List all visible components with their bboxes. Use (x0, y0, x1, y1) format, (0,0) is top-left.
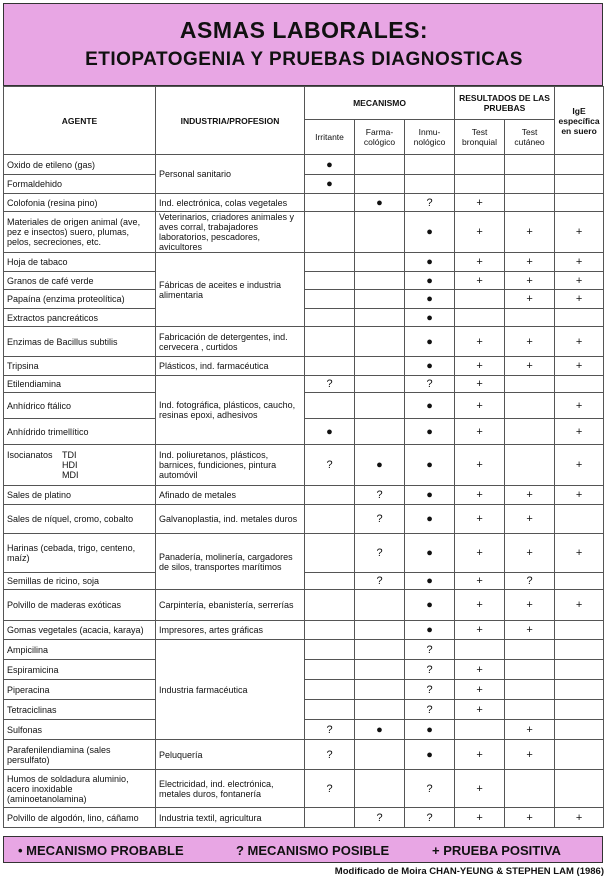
agent-cell (4, 680, 156, 700)
table-row (4, 573, 604, 590)
mark-far: ● (355, 194, 405, 212)
mark-inm: ● (405, 212, 455, 253)
agent-name: Polvillo de algodón, lino, cáñamo (7, 812, 139, 823)
mark-ige: + (555, 590, 604, 621)
mark-cut (505, 680, 555, 700)
mark-ige (555, 740, 604, 770)
agent-name: Oxido de etileno (gas) (7, 159, 96, 170)
mark-irr (305, 253, 355, 272)
agent-cell (4, 640, 156, 660)
mark-cut: + (505, 808, 555, 828)
mark-cut: + (505, 590, 555, 621)
industry-cell: Panadería, molinería, cargadores de silos, transportes marítimos (156, 534, 305, 590)
mark-bron: + (455, 808, 505, 828)
mark-cut: + (505, 505, 555, 534)
table-body (4, 155, 604, 828)
agent-cell (4, 212, 156, 253)
agent-cell (4, 327, 156, 357)
legend-bar (3, 836, 603, 863)
header-ige: IgE específica en suero (555, 87, 604, 155)
table-row (4, 640, 604, 660)
mark-irr (305, 290, 355, 309)
industry-cell: Impresores, artes gráficas (156, 621, 305, 640)
mark-inm: ? (405, 194, 455, 212)
agent-cell (4, 357, 156, 376)
mark-ige: + (555, 486, 604, 505)
agent-name: Tripsina (7, 361, 39, 371)
mark-bron: + (455, 212, 505, 253)
agent-name: Semillas de ricino, soja (7, 576, 100, 586)
industry-cell: Personal sanitario (156, 155, 305, 194)
mark-cut: + (505, 212, 555, 253)
mark-cut: + (505, 272, 555, 290)
mark-ige: + (555, 419, 604, 445)
agent-name: Harinas (cebada, trigo, centeno, maíz) (7, 543, 136, 563)
table-row (4, 290, 604, 309)
mark-inm: ● (405, 419, 455, 445)
industry-cell: Plásticos, ind. farmacéutica (156, 357, 305, 376)
agent-cell (4, 700, 156, 720)
mark-far (355, 357, 405, 376)
mark-irr: ? (305, 376, 355, 393)
mark-ige (555, 680, 604, 700)
mark-ige (555, 573, 604, 590)
agent-name: Granos de café verde (7, 275, 94, 286)
mark-irr (305, 393, 355, 419)
table-row (4, 808, 604, 828)
mark-inm: ● (405, 253, 455, 272)
table-row (4, 327, 604, 357)
mark-cut: + (505, 290, 555, 309)
mark-ige: + (555, 445, 604, 486)
mark-bron (455, 155, 505, 175)
industry-cell: Veterinarios, criadores animales y aves corral, trabajadores laboratorios, pescadores, avicultores (156, 212, 305, 253)
agent-subtype: HDI (62, 460, 78, 470)
mark-far (355, 175, 405, 194)
mark-irr (305, 808, 355, 828)
agent-name: Formaldehido (7, 179, 63, 189)
mark-inm: ● (405, 272, 455, 290)
asthma-table (3, 86, 604, 828)
mark-inm: ● (405, 534, 455, 573)
mark-inm: ● (405, 740, 455, 770)
agent-name: Espiramicina (7, 664, 59, 675)
mark-bron (455, 309, 505, 327)
mark-bron: + (455, 740, 505, 770)
mark-cut (505, 445, 555, 486)
agent-name: Materiales de origen animal (ave, pez e insectos) suero, plumas, pelos, secreciones, etc. (7, 217, 141, 247)
mark-cut (505, 376, 555, 393)
header-test-bronquial: Test bronquial (455, 120, 505, 155)
mark-far: ? (355, 505, 405, 534)
mark-inm: ● (405, 505, 455, 534)
mark-bron: + (455, 573, 505, 590)
agent-cell (4, 505, 156, 534)
agent-subtype: MDI (62, 470, 79, 480)
agent-cell (4, 445, 156, 486)
mark-bron: + (455, 272, 505, 290)
table-row (4, 376, 604, 393)
header-mecanismo: MECANISMO (305, 87, 455, 120)
mark-inm: ● (405, 621, 455, 640)
industry-cell: Industria textil, agricultura (156, 808, 305, 828)
mark-far (355, 680, 405, 700)
agent-name: Etilendiamina (7, 379, 62, 389)
mark-inm: ● (405, 720, 455, 740)
agent-name: Anhídrido trimellítico (7, 426, 89, 437)
mark-ige: + (555, 290, 604, 309)
mark-irr (305, 212, 355, 253)
mark-ige: + (555, 808, 604, 828)
agent-cell (4, 155, 156, 175)
mark-irr (305, 590, 355, 621)
industry-cell: Ind. fotográfica, plásticos, caucho, resinas epoxi, adhesivos (156, 376, 305, 445)
mark-cut (505, 155, 555, 175)
header-farmacologico: Farma-cológico (355, 120, 405, 155)
mark-bron: + (455, 357, 505, 376)
mark-bron: + (455, 327, 505, 357)
mark-bron: + (455, 621, 505, 640)
mark-inm: ● (405, 290, 455, 309)
agent-name: Humos de soldadura aluminio, acero inoxidable (aminoetanolamina) (7, 773, 129, 804)
table-row (4, 419, 604, 445)
agent-cell (4, 621, 156, 640)
mark-ige (555, 770, 604, 808)
industry-cell: Fabricación de detergentes, ind. cervecera , curtidos (156, 327, 305, 357)
mark-ige (555, 660, 604, 680)
mark-far (355, 590, 405, 621)
table-row (4, 393, 604, 419)
agent-cell (4, 740, 156, 770)
mark-irr: ? (305, 720, 355, 740)
mark-ige: + (555, 212, 604, 253)
mark-cut: + (505, 720, 555, 740)
mark-cut (505, 700, 555, 720)
mark-inm: ● (405, 357, 455, 376)
mark-cut (505, 175, 555, 194)
mark-inm: ? (405, 700, 455, 720)
mark-cut: + (505, 621, 555, 640)
agent-name: Anhídrico ftálico (7, 400, 72, 411)
credit-line: Modificado de Moira CHAN-YEUNG & STEPHEN LAM (1986) (334, 866, 604, 877)
agent-name: Papaína (enzima proteolítica) (7, 294, 125, 304)
agent-name: Extractos pancreáticos (7, 312, 99, 323)
mark-bron: + (455, 505, 505, 534)
agent-name: Polvillo de maderas exóticas (7, 600, 122, 610)
table-row (4, 194, 604, 212)
header-agente: AGENTE (4, 87, 156, 155)
mark-irr (305, 327, 355, 357)
agent-name: Colofonia (resina pino) (7, 197, 98, 208)
mark-far (355, 770, 405, 808)
mark-cut: + (505, 740, 555, 770)
legend-probable: • MECANISMO PROBABLE (18, 843, 184, 858)
mark-ige (555, 155, 604, 175)
mark-irr (305, 194, 355, 212)
mark-irr: ● (305, 175, 355, 194)
table-row (4, 770, 604, 808)
legend-positiva: + PRUEBA POSITIVA (432, 843, 561, 858)
industry-cell: Afinado de metales (156, 486, 305, 505)
page-subtitle: ETIOPATOGENIA Y PRUEBAS DIAGNOSTICAS (85, 49, 523, 70)
mark-ige: + (555, 534, 604, 573)
agent-cell (4, 253, 156, 272)
mark-bron: + (455, 376, 505, 393)
mark-far (355, 393, 405, 419)
agent-name: Sulfonas (7, 724, 43, 735)
table-row (4, 740, 604, 770)
mark-bron (455, 640, 505, 660)
mark-cut: + (505, 253, 555, 272)
header-test-cutaneo: Test cutáneo (505, 120, 555, 155)
agent-cell (4, 590, 156, 621)
mark-inm: ? (405, 660, 455, 680)
page-title: ASMAS LABORALES: (179, 17, 429, 43)
table-row (4, 680, 604, 700)
mark-ige (555, 194, 604, 212)
mark-cut: + (505, 357, 555, 376)
header-irritante: Irritante (305, 120, 355, 155)
table-row (4, 621, 604, 640)
mark-far: ● (355, 720, 405, 740)
mark-cut (505, 640, 555, 660)
agent-cell (4, 290, 156, 309)
agent-cell (4, 376, 156, 393)
mark-bron: + (455, 253, 505, 272)
mark-cut: + (505, 327, 555, 357)
mark-irr (305, 700, 355, 720)
mark-inm: ? (405, 770, 455, 808)
agent-cell (4, 808, 156, 828)
mark-bron: + (455, 419, 505, 445)
mark-bron: + (455, 486, 505, 505)
table-row (4, 309, 604, 327)
mark-ige (555, 621, 604, 640)
industry-cell: Carpintería, ebanistería, serrerías (156, 590, 305, 621)
agent-cell (4, 720, 156, 740)
mark-cut: + (505, 486, 555, 505)
mark-far (355, 290, 405, 309)
mark-inm (405, 175, 455, 194)
mark-far (355, 212, 405, 253)
mark-inm (405, 155, 455, 175)
mark-irr (305, 272, 355, 290)
mark-inm: ● (405, 309, 455, 327)
mark-far (355, 419, 405, 445)
header-industria: INDUSTRIA/PROFESION (156, 87, 305, 155)
legend-posible: ? MECANISMO POSIBLE (236, 843, 390, 858)
mark-ige: + (555, 327, 604, 357)
table-row (4, 175, 604, 194)
agent-name: Gomas vegetales (acacia, karaya) (7, 625, 144, 635)
agent-cell (4, 175, 156, 194)
mark-ige (555, 376, 604, 393)
header-resultados: RESULTADOS DE LAS PRUEBAS (455, 87, 555, 120)
mark-cut (505, 770, 555, 808)
mark-cut (505, 419, 555, 445)
mark-far (355, 155, 405, 175)
mark-far (355, 640, 405, 660)
industry-cell: Ind. poliuretanos, plásticos, barnices, fundiciones, pintura automóvil (156, 445, 305, 486)
mark-inm: ? (405, 376, 455, 393)
mark-irr (305, 573, 355, 590)
mark-inm: ? (405, 640, 455, 660)
mark-bron: + (455, 445, 505, 486)
title-banner (3, 3, 603, 86)
agent-name: Isocianatos (7, 450, 53, 460)
mark-cut (505, 393, 555, 419)
mark-far (355, 740, 405, 770)
mark-cut: ? (505, 573, 555, 590)
mark-far: ? (355, 534, 405, 573)
mark-far (355, 327, 405, 357)
mark-inm: ● (405, 486, 455, 505)
mark-ige (555, 640, 604, 660)
mark-irr: ● (305, 419, 355, 445)
table-row (4, 357, 604, 376)
mark-far: ? (355, 486, 405, 505)
agent-name: Enzimas de Bacillus subtilis (7, 336, 118, 347)
mark-bron (455, 290, 505, 309)
table-row (4, 720, 604, 740)
mark-far: ● (355, 445, 405, 486)
mark-irr: ? (305, 740, 355, 770)
agent-cell (4, 309, 156, 327)
mark-irr (305, 640, 355, 660)
table-row (4, 253, 604, 272)
mark-inm: ● (405, 445, 455, 486)
mark-irr (305, 621, 355, 640)
industry-cell: Ind. electrónica, colas vegetales (156, 194, 305, 212)
mark-ige: + (555, 253, 604, 272)
table-row (4, 590, 604, 621)
mark-far (355, 309, 405, 327)
mark-irr: ? (305, 770, 355, 808)
industry-cell: Galvanoplastia, ind. metales duros (156, 505, 305, 534)
agent-cell (4, 660, 156, 680)
mark-inm: ● (405, 393, 455, 419)
mark-irr: ? (305, 445, 355, 486)
agent-cell (4, 486, 156, 505)
header-inmunologico: Inmu-nológico (405, 120, 455, 155)
table-row (4, 445, 604, 486)
mark-cut (505, 660, 555, 680)
mark-irr (305, 680, 355, 700)
table-row (4, 212, 604, 253)
mark-irr (305, 660, 355, 680)
mark-far (355, 272, 405, 290)
agent-subtype: TDI (62, 450, 77, 460)
mark-inm: ● (405, 327, 455, 357)
mark-ige (555, 700, 604, 720)
mark-ige: + (555, 357, 604, 376)
agent-cell (4, 194, 156, 212)
table-row (4, 660, 604, 680)
mark-ige (555, 175, 604, 194)
agent-name: Sales de níquel, cromo, cobalto (7, 514, 134, 524)
agent-name: Tetraciclinas (7, 704, 57, 715)
mark-ige (555, 309, 604, 327)
agent-name: Piperacina (7, 684, 50, 695)
mark-irr: ● (305, 155, 355, 175)
agent-name: Sales de platino (7, 490, 72, 500)
mark-cut: + (505, 534, 555, 573)
mark-irr (305, 534, 355, 573)
mark-far: ? (355, 573, 405, 590)
industry-cell: Electricidad, ind. electrónica, metales duros, fontanería (156, 770, 305, 808)
industry-cell: Fábricas de aceites e industria alimentaria (156, 253, 305, 327)
document-sheet (3, 3, 603, 863)
mark-bron: + (455, 590, 505, 621)
mark-bron: + (455, 393, 505, 419)
mark-bron: + (455, 680, 505, 700)
table-row (4, 486, 604, 505)
mark-irr (305, 486, 355, 505)
agent-cell (4, 272, 156, 290)
agent-name: Parafenilendiamina (sales persulfato) (7, 744, 111, 765)
agent-name: Hoja de tabaco (7, 257, 68, 267)
agent-cell (4, 534, 156, 573)
mark-inm: ● (405, 590, 455, 621)
agent-cell (4, 573, 156, 590)
mark-inm: ? (405, 680, 455, 700)
industry-cell: Peluquería (156, 740, 305, 770)
mark-ige (555, 505, 604, 534)
mark-cut (505, 309, 555, 327)
mark-far (355, 376, 405, 393)
table-row (4, 534, 604, 573)
mark-bron: + (455, 660, 505, 680)
mark-ige (555, 720, 604, 740)
mark-bron: + (455, 194, 505, 212)
mark-far (355, 660, 405, 680)
mark-far (355, 700, 405, 720)
table-row (4, 505, 604, 534)
agent-cell (4, 393, 156, 419)
mark-bron: + (455, 770, 505, 808)
industry-cell: Industria farmacéutica (156, 640, 305, 740)
mark-far: ? (355, 808, 405, 828)
agent-cell (4, 770, 156, 808)
mark-bron (455, 175, 505, 194)
mark-irr (305, 505, 355, 534)
mark-irr (305, 309, 355, 327)
mark-inm: ● (405, 573, 455, 590)
mark-bron: + (455, 534, 505, 573)
agent-cell (4, 419, 156, 445)
mark-cut (505, 194, 555, 212)
mark-ige: + (555, 393, 604, 419)
mark-ige: + (555, 272, 604, 290)
table-row (4, 155, 604, 175)
mark-irr (305, 357, 355, 376)
mark-far (355, 253, 405, 272)
mark-bron (455, 720, 505, 740)
table-row (4, 272, 604, 290)
mark-bron: + (455, 700, 505, 720)
agent-name: Ampicilina (7, 644, 49, 655)
mark-inm: ? (405, 808, 455, 828)
table-row (4, 700, 604, 720)
mark-far (355, 621, 405, 640)
